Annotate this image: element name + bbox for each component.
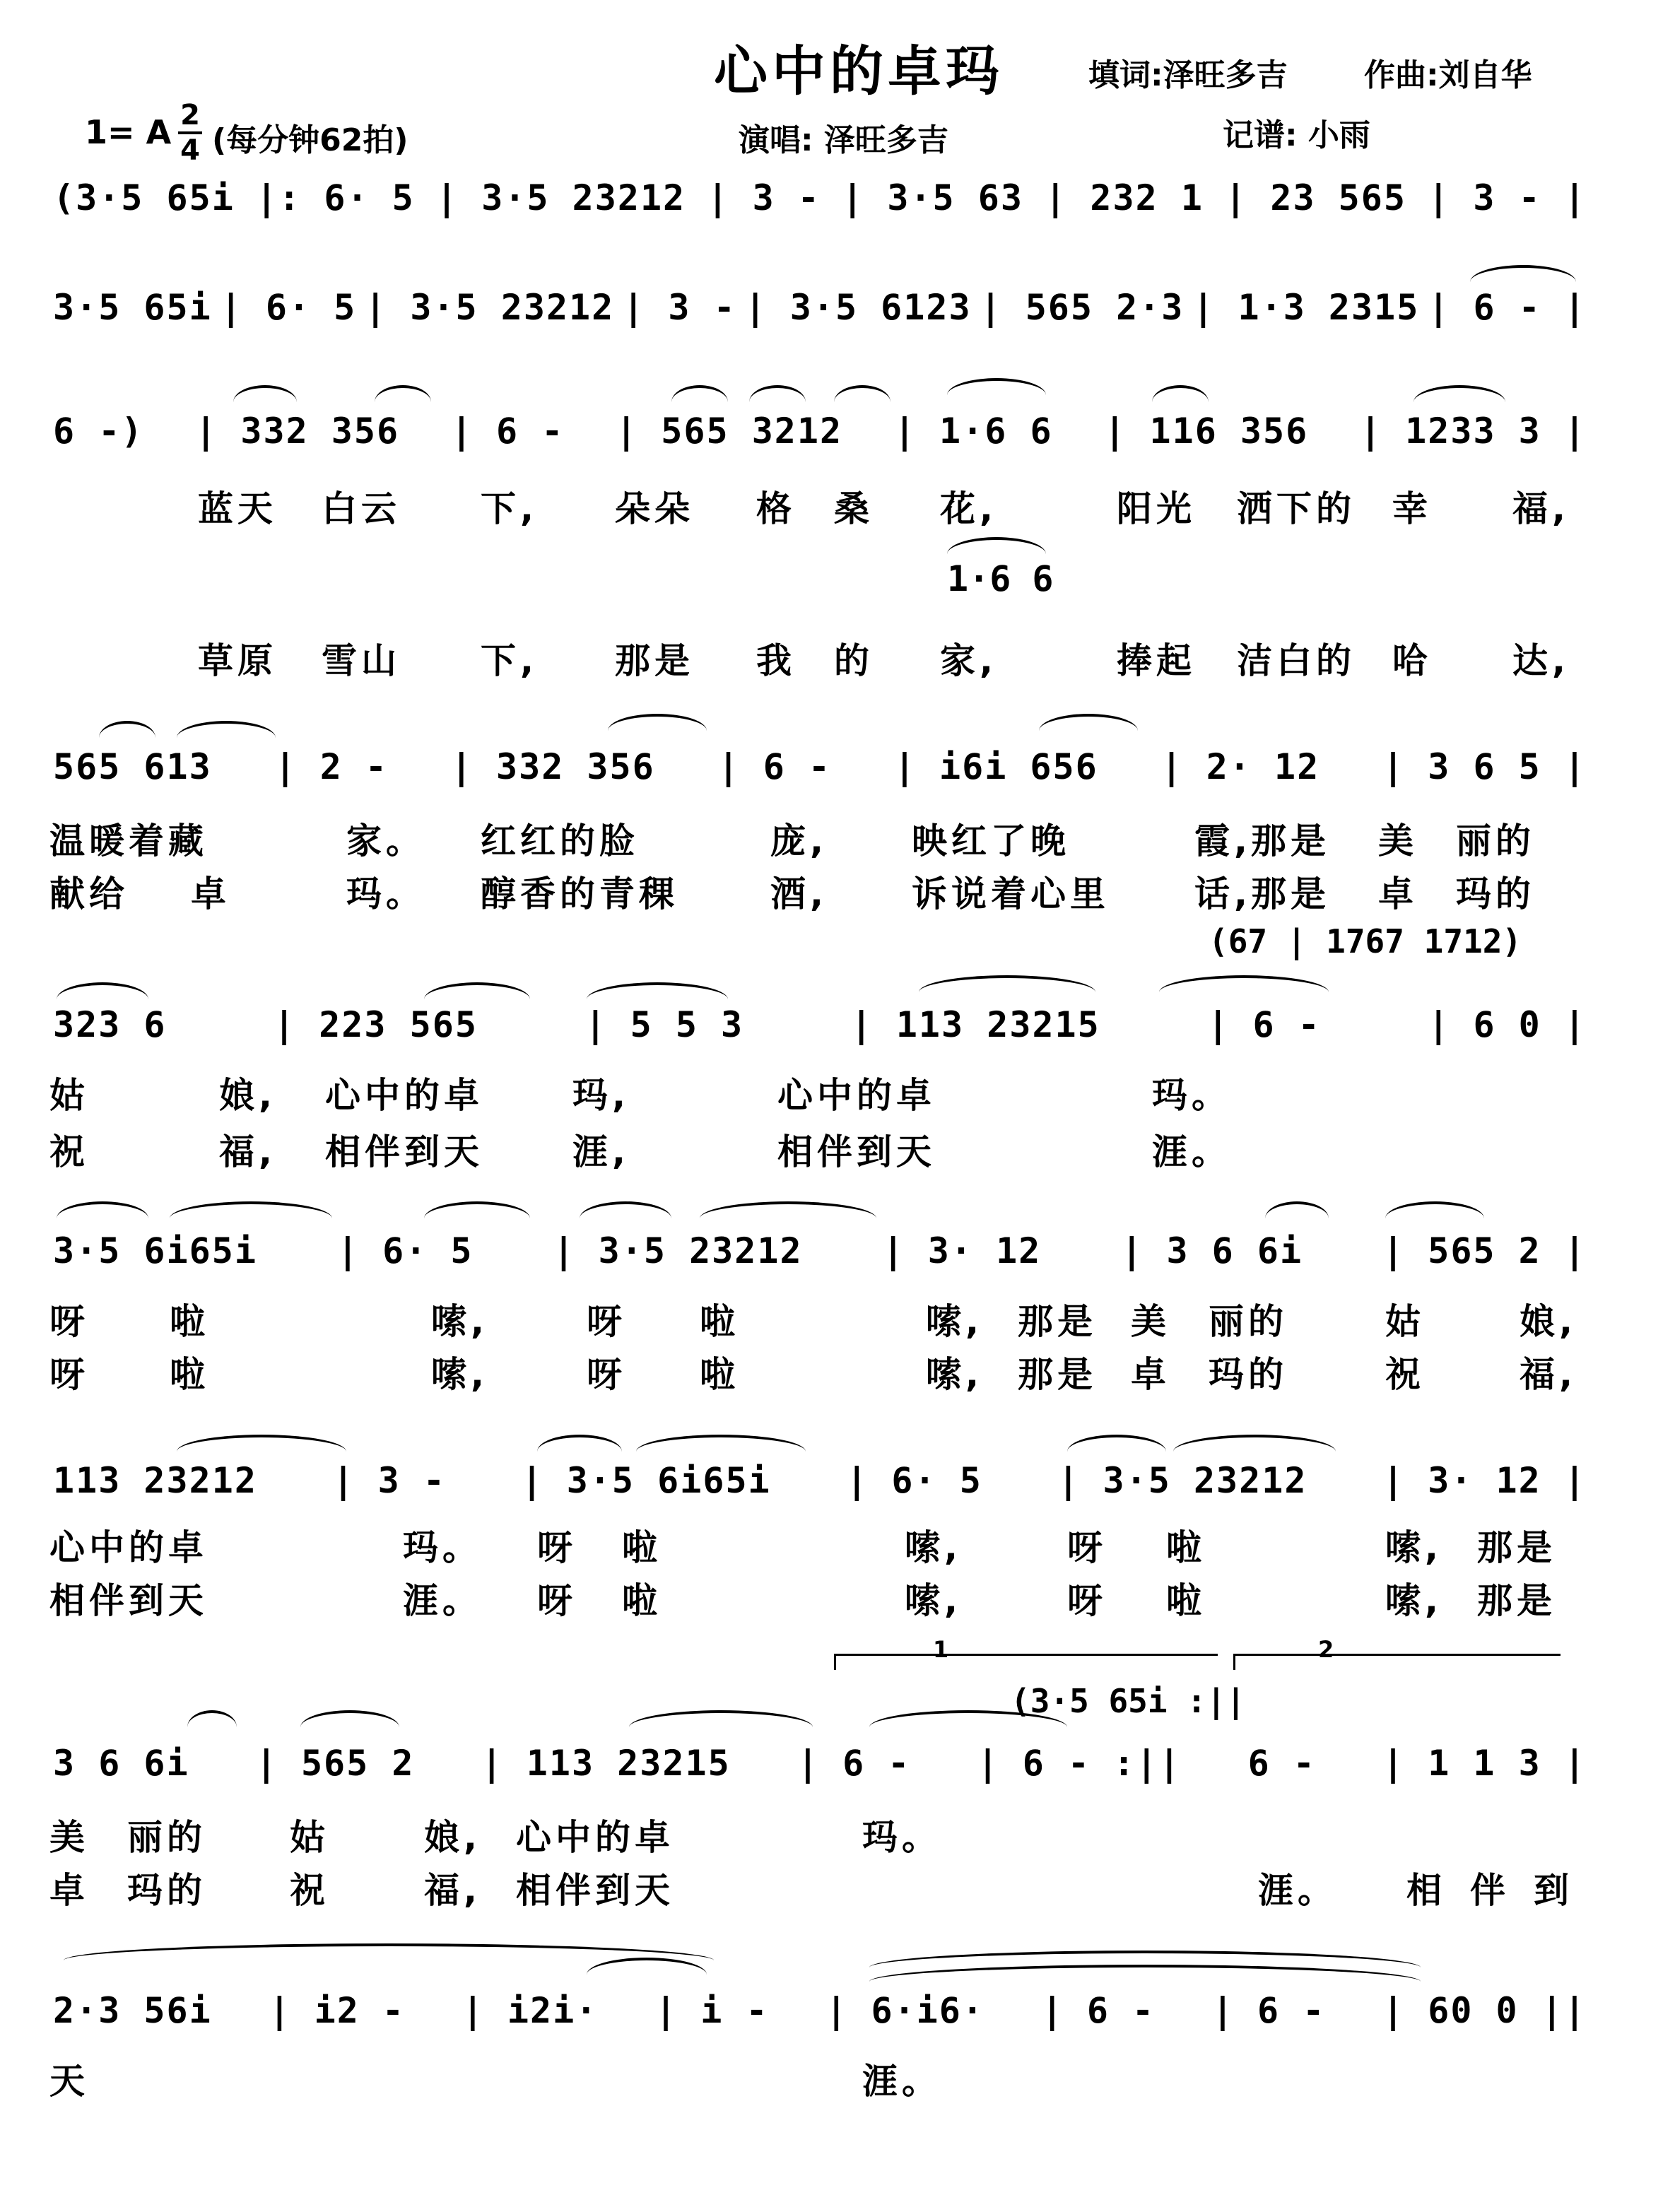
slur [1039,714,1138,731]
volta-bracket-2 [1233,1654,1561,1670]
measure: | i - [655,1990,769,2031]
measure: | 2 - [274,746,389,787]
lyric-word: 卓 [1131,1354,1170,1395]
measure: | 6 - [797,1743,911,1784]
lyric-word: 伴 [1470,1870,1510,1911]
lyric-word: 嗦, [1385,1527,1442,1568]
lyric-word: 洁白的 [1237,640,1356,681]
lyric-word: 下, [481,488,538,529]
slur [919,975,1095,992]
lyric-word: 相伴到天 [516,1870,674,1911]
measure: 2·3 56i [53,1990,212,2031]
lyric-word: 雪山 [322,640,401,681]
measure: | 3· 12 | [1382,1460,1587,1501]
lyrics-verse-2 [49,1862,1583,1912]
lyrics-verse-1 [49,1809,1583,1859]
measure: | 565 2·3 [980,287,1185,328]
measure: | 60 0 || [1382,1990,1587,2031]
lyric-word: 玛。 [346,873,425,914]
tempo: (每分钟62拍) [212,122,409,158]
lyric-word: 到 [1534,1870,1573,1911]
measure: | 565 2 [255,1743,415,1784]
lyric-word: 涯。 [1152,1131,1231,1172]
lyric-word: 我 [756,640,796,681]
lyrics-verse-1 [49,813,1583,862]
measure: 3·5 6i65i [53,1230,257,1271]
lyric-word: 相伴到天 [777,1131,936,1172]
lyric-word: 白云 [322,488,401,529]
measure: | 3 - [623,287,736,328]
lyric-word: 啦 [1166,1527,1206,1568]
lyric-word: 那是 [1018,1301,1097,1342]
lyric-word: 心中的卓 [516,1817,674,1858]
measure: | 116 356 [1104,411,1309,452]
lyric-word: 映红了晚 [912,820,1070,861]
volta-number-2: 2 [1318,1636,1334,1663]
lyric-word: 啦 [700,1354,739,1395]
measure: |: 6· 5 [256,177,415,218]
slur [947,537,1046,554]
measure: | 6 - [717,746,832,787]
lyric-word: 祝 [1385,1354,1425,1395]
measure: | 5 5 3 [584,1004,744,1045]
measure: | 2· 12 [1160,746,1320,787]
slur [300,1710,399,1727]
lyric-word: 涯。 [403,1580,482,1621]
measure: 3 6 6i [53,1743,189,1784]
lyric-word: 啦 [1166,1580,1206,1621]
lyric-word: 话, [1194,873,1252,914]
lyric-word: 姑 [49,1075,89,1116]
lyric-word: 福, [1520,1354,1577,1395]
score-system-2 [53,276,1587,339]
slur [947,378,1046,395]
lyrics-verse-1 [49,2053,1583,2102]
lyric-word: 啦 [700,1301,739,1342]
time-signature-top: 2 [178,99,202,134]
lyric-word: 心中的卓 [325,1075,483,1116]
lyric-word: 呀 [1067,1580,1107,1621]
lyric-word: 家。 [346,820,425,861]
measure: 6 - [1247,1743,1316,1784]
lyric-word: 那是 [1477,1580,1556,1621]
lyrics-verse-1 [49,1293,1583,1343]
lyric-word: 红红的脸 [481,820,639,861]
measure: | i2i· [462,1990,599,2031]
lyric-word: 娘, [424,1817,481,1858]
lyrics-verse-1 [49,1519,1583,1569]
lyric-word: 花, [940,488,997,529]
measure: | 113 23215 [850,1004,1100,1045]
lyric-word: 草原 [198,640,277,681]
lyric-word: 那是 [1018,1354,1097,1395]
lyric-word: 洒下的 [1237,488,1356,529]
lyric-word: 啦 [622,1527,662,1568]
lyrics-verse-2 [49,633,1583,682]
lyric-word: 福, [424,1870,481,1911]
measure: 3·5 65i [53,287,212,328]
lyric-word: 那是 [615,640,694,681]
measure: | 3·5 6i65i [521,1460,771,1501]
measure: | 1·3 2315 [1192,287,1420,328]
lyric-word: 呀 [537,1527,577,1568]
slur [170,1201,332,1218]
lyric-word: 嗦, [1385,1580,1442,1621]
lyrics-verse-1 [49,481,1583,530]
lyric-word: 幸 [1392,488,1432,529]
lyric-word: 嗦, [905,1580,962,1621]
measure: | 3·5 6123 [744,287,972,328]
measure: | 565 2 | [1382,1230,1587,1271]
measure: | 332 356 [195,411,400,452]
lyric-word: 啦 [170,1354,209,1395]
lyric-word: 家, [940,640,997,681]
lyric-word: 娘, [219,1075,276,1116]
measure: | 3·5 23212 [365,287,615,328]
lyric-word: 呀 [1067,1527,1107,1568]
lyric-word: 丽的 [1456,820,1535,861]
measure: | 565 3212 [616,411,843,452]
lyric-word: 下, [481,640,538,681]
lyric-word: 姑 [290,1817,329,1858]
measure: | 113 23215 [481,1743,731,1784]
lyric-word: 哈 [1392,640,1432,681]
lyric-word: 醇香的青稞 [481,873,678,914]
lyric-word: 卓 [191,873,230,914]
alternate-notes: (3·5 65i :|| [1011,1682,1246,1720]
slur [57,1201,148,1218]
alternate-notes: (67 | 1767 1712) [1209,922,1522,960]
measure: | 6· 5 [846,1460,982,1501]
lyric-word: 玛。 [1152,1075,1231,1116]
song-title: 心中的卓玛 [714,40,1004,102]
measure: | 6 - [1211,1990,1326,2031]
lyric-word: 美 [1131,1301,1170,1342]
measure: | 3 - [332,1460,446,1501]
score-system-6 [53,1219,1587,1283]
score-system-4 [53,735,1587,799]
score-system-8 [53,1731,1587,1795]
lyric-word: 天 [49,2061,89,2102]
measure: | 1·6 6 [893,411,1053,452]
slur [700,1201,876,1218]
measure: | i6i 656 [893,746,1098,787]
volta-bracket-1 [834,1654,1218,1670]
lyric-word: 涯, [572,1131,630,1172]
lyric-word: 卓 [49,1870,89,1911]
lyric-word: 相 [1406,1870,1446,1911]
lyric-word: 涯。 [1258,1870,1337,1911]
measure: | 232 1 [1045,177,1204,218]
key-signature: 1= A [85,113,172,151]
lyrics-verse-1 [49,1067,1583,1117]
measure: 565 613 [53,746,212,787]
lyric-word: 嗦, [926,1354,983,1395]
lyric-word: 丽的 [1209,1301,1288,1342]
measure: 323 6 [53,1004,167,1045]
lyric-word: 呀 [587,1354,626,1395]
lyric-word: 那是 [1251,873,1330,914]
lyric-word: 卓 [1378,873,1418,914]
measure: | 1 1 3 | [1382,1743,1587,1784]
lyric-word: 呀 [49,1354,89,1395]
lyric-word: 诉说着心里 [912,873,1110,914]
singer: 演唱: 泽旺多吉 [739,122,948,158]
lyric-word: 玛的 [1209,1354,1288,1395]
score-system-7 [53,1449,1587,1512]
lyric-word: 嗦, [926,1301,983,1342]
lyric-word: 献给 [49,873,129,914]
measure: | 3 - [707,177,821,218]
lyric-word: 相伴到天 [325,1131,483,1172]
lyric-word: 霞, [1194,820,1252,861]
slur [1385,1201,1484,1218]
lyric-word: 玛。 [403,1527,482,1568]
measure: | 3·5 23212 [436,177,686,218]
measure: (3·5 65i [53,177,235,218]
lyricist: 填词:泽旺多吉 [1088,57,1288,93]
lyric-word: 那是 [1477,1527,1556,1568]
lyrics-verse-2 [49,1572,1583,1622]
measure: | 6 - [450,411,565,452]
lyric-word: 格 [756,488,796,529]
measure: | 3·5 23212 [1057,1460,1307,1501]
lyric-word: 祝 [49,1131,89,1172]
slur [580,1201,671,1218]
lyric-word: 玛的 [127,1870,206,1911]
slur [608,714,707,731]
measure: 6 -) [53,411,144,452]
measure: | 3·5 63 [842,177,1023,218]
lyric-word: 玛, [572,1075,630,1116]
measure: | 6· 5 [220,287,357,328]
measure: | 6 0 | [1428,1004,1587,1045]
slur [424,1201,530,1218]
lyric-word: 福, [219,1131,276,1172]
lyric-word: 的 [834,640,874,681]
lyric-word: 庞, [770,820,828,861]
lyric-word: 玛。 [862,1817,941,1858]
alternate-notes: 1·6 6 [947,558,1054,599]
measure: | 3 6 5 | [1382,746,1587,787]
measure: | 6 - [1207,1004,1321,1045]
lyric-word: 啦 [622,1580,662,1621]
lyric-word: 祝 [290,1870,329,1911]
lyric-word: 达, [1512,640,1570,681]
measure: | 6· 5 [336,1230,474,1271]
lyric-word: 玛的 [1456,873,1535,914]
slur [187,1710,237,1727]
score-system-1 [53,166,1587,230]
measure: 113 23212 [53,1460,257,1501]
measure: | 23 565 [1225,177,1406,218]
lyric-word: 呀 [587,1301,626,1342]
measure: | 6 - :|| [977,1743,1182,1784]
lyric-word: 福, [1512,488,1570,529]
measure: | 1233 3 | [1359,411,1587,452]
lyric-word: 相伴到天 [49,1580,208,1621]
measure: | 3 6 6i [1121,1230,1303,1271]
composer: 作曲:刘自华 [1364,57,1532,93]
lyric-word: 心中的卓 [49,1527,208,1568]
score-system-3 [53,399,1587,463]
lyric-word: 心中的卓 [777,1075,936,1116]
measure: | 6 - | [1428,287,1587,328]
lyric-word: 朵朵 [615,488,694,529]
time-signature-bottom: 4 [180,134,200,167]
lyric-word: 阳光 [1117,488,1196,529]
lyric-word: 嗦, [905,1527,962,1568]
lyric-word: 嗦, [431,1301,488,1342]
lyrics-verse-2 [49,1346,1583,1396]
measure: | 223 565 [274,1004,478,1045]
lyric-word: 涯。 [862,2061,941,2102]
lyric-word: 娘, [1520,1301,1577,1342]
measure: | 3 - | [1428,177,1587,218]
lyric-word: 丽的 [127,1817,206,1858]
slur [1265,1201,1329,1218]
measure: | 3· 12 [882,1230,1042,1271]
transcriber: 记谱: 小雨 [1223,117,1370,153]
lyric-word: 美 [49,1817,89,1858]
slur [64,1943,714,1960]
lyric-word: 嗦, [431,1354,488,1395]
lyric-word: 呀 [49,1301,89,1342]
lyric-word: 美 [1378,820,1418,861]
lyric-word: 桑 [834,488,874,529]
measure: | i2 - [269,1990,406,2031]
measure: | 6·i6· [825,1990,985,2031]
score-system-9 [53,1979,1587,2042]
lyric-word: 呀 [537,1580,577,1621]
score-system-5 [53,993,1587,1057]
lyric-word: 蓝天 [198,488,277,529]
measure: | 3·5 23212 [553,1230,803,1271]
lyrics-verse-2 [49,866,1583,915]
volta-number-1: 1 [933,1636,949,1663]
lyric-word: 酒, [770,873,828,914]
slur [629,1710,813,1727]
lyric-word: 那是 [1251,820,1330,861]
measure: | 332 356 [450,746,655,787]
slur [1159,975,1329,992]
measure: | 6 - [1041,1990,1156,2031]
lyric-word: 捧起 [1117,640,1196,681]
lyric-word: 姑 [1385,1301,1425,1342]
lyric-word: 温暖着藏 [49,820,208,861]
lyric-word: 啦 [170,1301,209,1342]
lyrics-verse-2 [49,1124,1583,1173]
